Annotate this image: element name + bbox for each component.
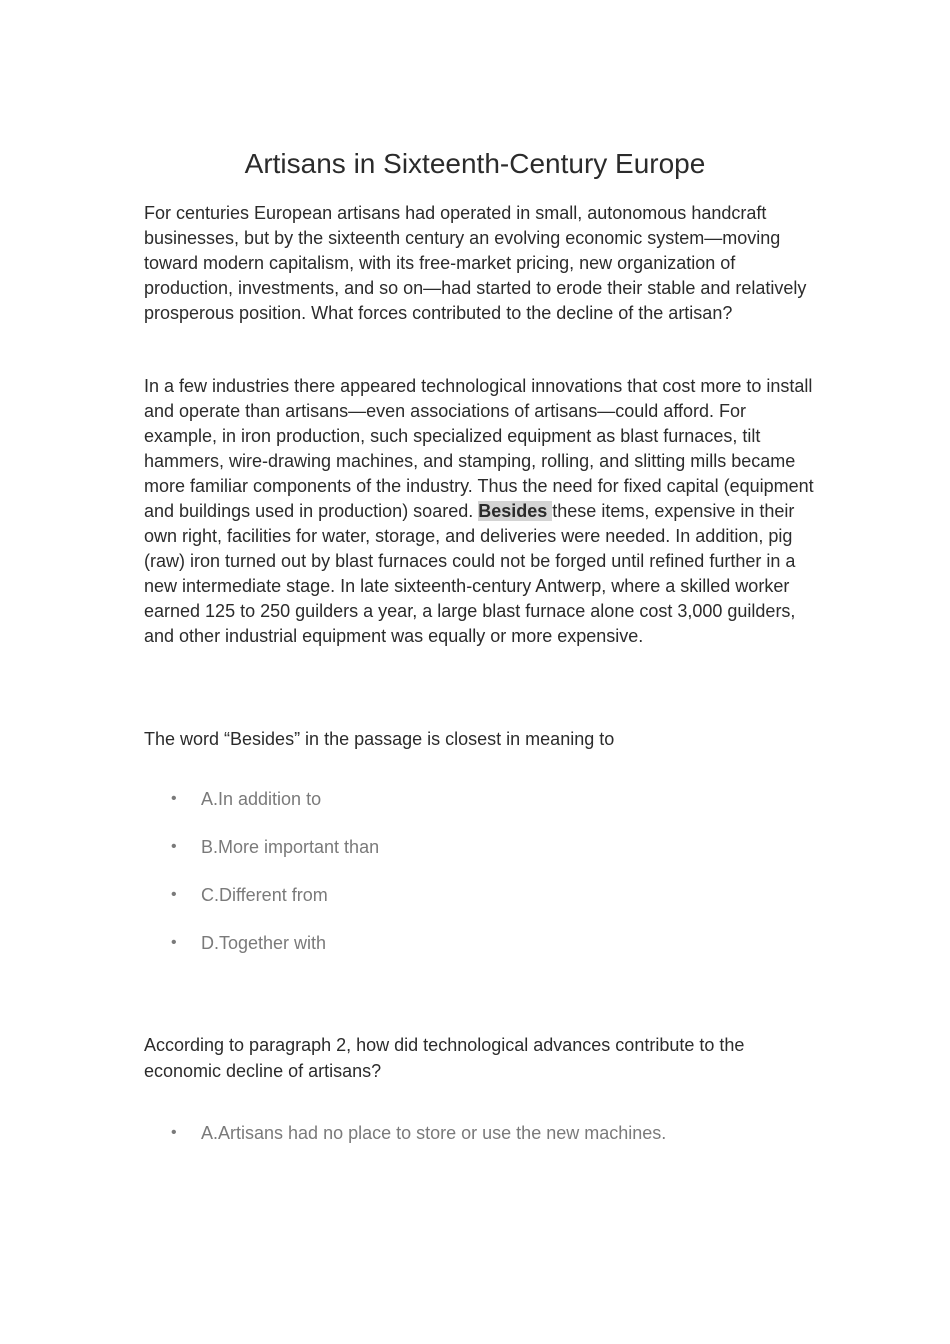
question-1-prompt: The word “Besides” in the passage is closest in meaning to — [144, 729, 615, 749]
paragraph-1: For centuries European artisans had operated in small, autonomous handcraft businesses, but by the sixteenth century an evolving economic system—moving toward modern capitalism, with its free-market pricing, new organization of production, investments, and so on—had started to erode their stable and relatively prosperous position. What forces contributed to the decline of the artisan? — [144, 203, 807, 323]
option-label: A.Artisans had no place to store or use the new machines. — [201, 1123, 667, 1143]
bullet-icon: • — [171, 934, 177, 951]
option-label: A.In addition to — [201, 789, 322, 809]
question-2-prompt: According to paragraph 2, how did technological advances contribute to the economic decline of artisans? — [144, 1035, 745, 1081]
option-label: D.Together with — [201, 933, 327, 953]
bullet-icon: • — [171, 790, 177, 807]
paragraph-2-before-highlight: In a few industries there appeared technological innovations that cost more to install and operate than artisans—even associations of artisans—could afford. For example, in iron production, such specialized equipment as blast furnaces, tilt hammers, wire-drawing machines, and stamping, rolling, and slitting mills became more familiar components of the industry. Thus the need for fixed capital (equipment and buildings used in production) soared. — [144, 376, 814, 521]
page-title: Artisans in Sixteenth-Century Europe — [244, 148, 706, 179]
paragraph-2-after-highlight: these items, expensive in their own right, facilities for water, storage, and deliveries were needed. In addition, pig (raw) iron turned out by blast furnaces could not be forged until refined further in a new intermediate stage. In late sixteenth-century Antwerp, where a skilled worker earned 125 to 250 guilders a year, a large blast furnace alone cost 3,000 guilders, and other industrial equipment was equally or more expensive. — [144, 501, 796, 646]
paragraph-2 — [144, 374, 814, 649]
bullet-icon: • — [171, 886, 177, 903]
option-label: B.More important than — [201, 837, 380, 857]
option-label: C.Different from — [201, 885, 328, 905]
bullet-icon: • — [171, 838, 177, 855]
bullet-icon: • — [171, 1124, 177, 1141]
highlighted-word-besides: Besides — [478, 501, 553, 521]
